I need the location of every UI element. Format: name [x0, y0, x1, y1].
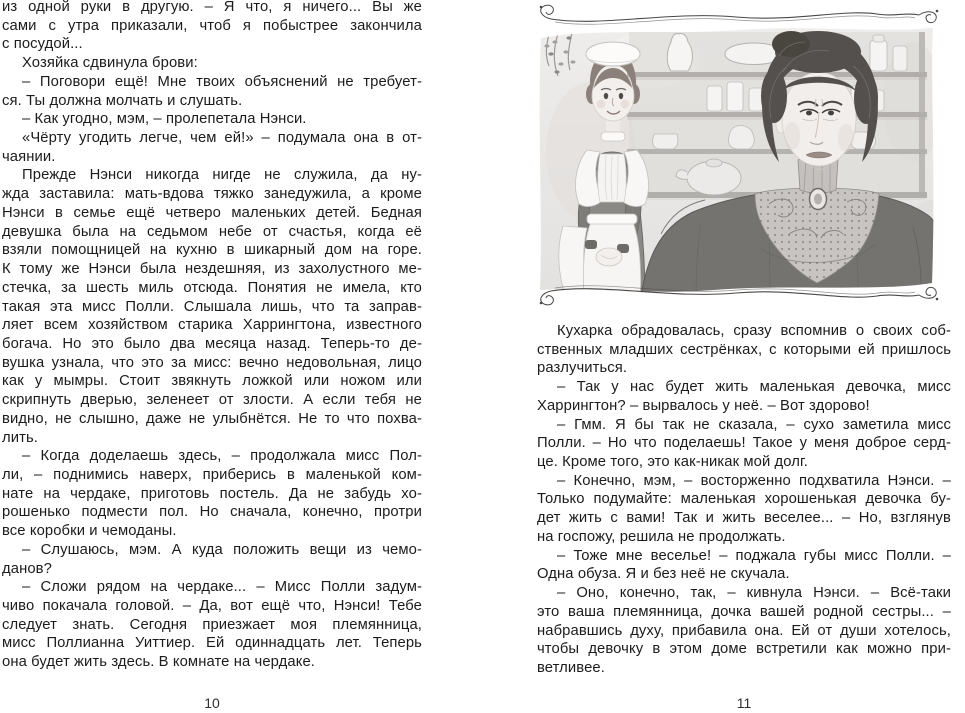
text-line: Нэнси в семье ещё четверо маленьких детей. Бедная [2, 204, 422, 221]
text-line: ли, – поднимись наверх, приберись в маленькой ком- [2, 466, 422, 483]
text-line: богача. Но это было два месяца назад. Теперь-то де- [2, 335, 422, 352]
text-line: она будет жить здесь. В комнате на чердаке. [2, 654, 316, 671]
text-line: К тому же Нэнси была нездешняя, из захолустного ме- [2, 261, 422, 278]
text-line: «Чёрту угодить легче, чем ей!» – подумала она в от- [22, 130, 422, 147]
text-line: Полли. – Но что поделаешь! Такое у меня доброе серд- [537, 435, 951, 452]
text-line: – Когда доделаешь здесь, – продолжала мисс Пол- [22, 448, 422, 465]
right-page-text [537, 322, 951, 678]
text-line: стечка, за шесть миль отсюда. Понятия не имела, кто [2, 279, 422, 296]
text-line: сами с утра приказали, чтоб я побыстрее закончила [2, 17, 422, 34]
text-line: Прежде Нэнси никогда нигде не служила, да ну- [22, 167, 422, 184]
text-line: из одной руки в другую. – Я что, я ничего... Вы же [2, 0, 422, 15]
text-line: мисс Поллианна Уиттиер. Ей одиннадцать лет. Теперь [2, 635, 422, 652]
text-line: чтобы девочку в этом доме встретили как можно при- [537, 641, 951, 658]
text-line: – Тоже мне веселье! – поджала губы мисс Полли. – [557, 547, 951, 564]
text-line: Хозяйка сдвинула брови: [22, 55, 198, 72]
text-line: – Как угодно, мэм, – пролепетала Нэнси. [22, 111, 307, 128]
text-line: нате на чердаке, приготовь постель. Да не забудь хо- [2, 485, 422, 502]
text-line: чаянии. [2, 148, 56, 165]
text-line: такая эта мисс Полли. Слышала лишь, что та заправ- [2, 298, 422, 315]
flourish-bottom-icon [540, 286, 939, 305]
text-line: взяли помощницей на кухню в шикарный дом на горе. [2, 242, 422, 259]
text-line: с посудой... [2, 36, 83, 53]
left-page-text [2, 0, 422, 672]
text-line: как у мымры. Стоит звякнуть ложкой или ножом или [2, 373, 422, 390]
text-line: вушка узнала, что это за мисс: вечно недовольная, лицо [2, 354, 422, 371]
text-line: ветливее. [537, 659, 605, 676]
text-line: – Сложи рядом на чердаке... – Мисс Полли задум- [22, 579, 422, 596]
text-line: видно, не слышно, даже не улыбнётся. Не то что похва- [2, 410, 422, 427]
text-line: Харрингтон? – вырвалось у неё. – Вот здорово! [537, 397, 870, 414]
text-line: – Слушаюсь, мэм. А куда положить вещи из чемо- [22, 541, 422, 558]
text-line: дет жить с вами! Так и жить веселее... – Но, взглянув [537, 510, 951, 527]
text-line: ственных младших сестрёнках, с которыми ей пришлось [537, 341, 951, 358]
right-page-number: 11 [736, 695, 752, 711]
illustration-kitchen-scene [521, 2, 953, 310]
text-line: чиво покачала головой. – Да, вот ещё что, Нэнси! Тебе [2, 598, 422, 614]
text-line: скрипнуть дверью, зеленеет от злости. А если тебя не [2, 392, 422, 409]
text-line: жда заставила: мать-вдова тяжко занедужила, а кроме [2, 186, 422, 203]
text-line: на госпожу, решила не продолжать. [537, 528, 786, 545]
text-line: – Поговори ещё! Мне твоих объяснений не требует- [22, 73, 422, 90]
text-line: Только подумайте: маленькая хорошенькая девочка бу- [537, 491, 951, 508]
flourish-top-icon [540, 5, 939, 24]
left-page-number: 10 [204, 695, 220, 711]
text-line: Одна обуза. Я и без неё не скучала. [537, 566, 790, 583]
text-line: Кухарка обрадовалась, сразу вспомнив о своих соб- [557, 323, 951, 339]
text-line: рошенько подмести пол. Но сначала, конечно, протри [2, 504, 422, 521]
text-line: все коробки и чемоданы. [2, 523, 177, 540]
text-line: – Гмм. Я бы так не сказала, – сухо заметила мисс [557, 416, 951, 433]
text-line: данов? [2, 560, 52, 577]
text-line: – Так у нас будет жить маленькая девочка, мисс [557, 379, 951, 396]
text-line: – Конечно, мэм, – восторженно подхватила Нэнси. – [557, 472, 951, 489]
text-line: ляет всем хозяйством старика Харрингтона, известного [2, 317, 422, 334]
text-line: – Оно, конечно, так, – кивнула Нэнси. – Всё-таки [557, 585, 951, 602]
text-line: следует знать. Сегодня приезжает моя племянница, [2, 616, 422, 633]
text-line: лить. [2, 429, 38, 446]
text-line: ся. Ты должна молчать и слушать. [2, 92, 243, 109]
text-line: девушка была на седьмом небе от счастья, когда её [2, 223, 422, 240]
text-line: набравшись духу, прибавила она. Ей от души хотелось, [537, 622, 951, 639]
text-line: це. Кроме того, это как-никак мой долг. [537, 454, 808, 471]
text-line: это ваша племянница, дочка вашей родной сестры... – [537, 603, 951, 620]
text-line: разлучиться. [537, 360, 628, 377]
